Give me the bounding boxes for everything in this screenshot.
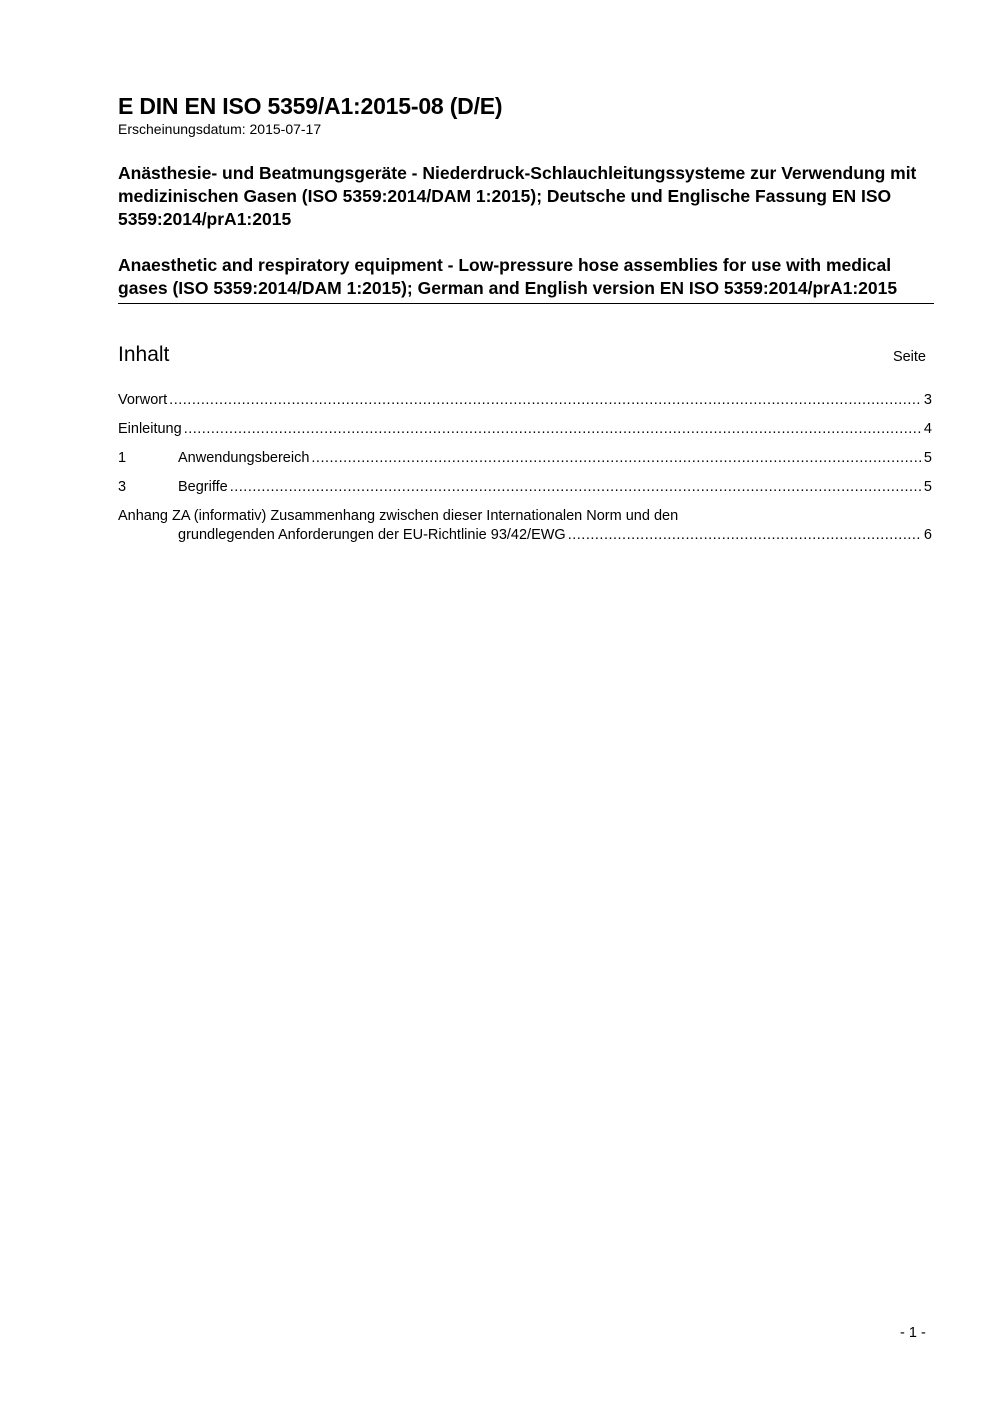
- toc-entry-vorwort[interactable]: [118, 391, 932, 410]
- toc-entry-einleitung[interactable]: [118, 420, 932, 439]
- title-english: Anaesthetic and respiratory equipment - Low-pressure hose assemblies for use with medical gases (ISO 5359:2014/DAM 1:2015); German and English version EN ISO 5359:2014/prA1:2015: [118, 255, 898, 298]
- toc-entry-anwendungsbereich[interactable]: [118, 449, 932, 468]
- toc-entry-title: Begriffe: [178, 479, 228, 495]
- toc-leader-dots: [568, 526, 922, 545]
- page-number: - 1 -: [900, 1325, 926, 1341]
- toc-leader-dots: [184, 420, 922, 439]
- toc-annex-title-line1: Anhang ZA (informativ) Zusammenhang zwischen dieser Internationalen Norm und den: [118, 508, 679, 524]
- toc-entry-page: 5: [923, 450, 932, 466]
- toc-entry-number: 1: [118, 450, 127, 466]
- document-page: [118, 92, 934, 555]
- toc-entry-page: 6: [923, 527, 932, 543]
- document-id: E DIN EN ISO 5359/A1:2015-08 (D/E): [118, 93, 503, 119]
- toc-entry-page: 3: [923, 392, 932, 408]
- toc-header: [118, 342, 926, 368]
- toc-entry-page: 5: [923, 479, 932, 495]
- toc-entry-title: Anwendungsbereich: [178, 450, 310, 466]
- toc-leader-dots: [311, 449, 922, 468]
- toc-leader-dots: [230, 478, 922, 497]
- issue-date: Erscheinungsdatum: 2015-07-17: [118, 121, 322, 137]
- toc-entry-page: 4: [923, 421, 932, 437]
- toc-entry-annex-za[interactable]: [118, 507, 932, 545]
- toc-entry-begriffe[interactable]: [118, 478, 932, 497]
- toc-heading: Inhalt: [118, 343, 170, 366]
- toc-entry-title: Vorwort: [118, 392, 168, 408]
- title-divider: [118, 303, 934, 304]
- toc-entry-title: Einleitung: [118, 421, 182, 437]
- title-german: Anästhesie- und Beatmungsgeräte - Niederdruck-Schlauchleitungssysteme zur Verwendung mit medizinischen Gasen (ISO 5359:2014/DAM 1:2015); Deutsche und Englische Fassung EN ISO 5359:2014/prA1:2015: [118, 163, 917, 229]
- toc-entry-number: 3: [118, 479, 127, 495]
- toc-annex-line2: [118, 526, 932, 545]
- toc-annex-title-line2: grundlegenden Anforderungen der EU-Richtlinie 93/42/EWG: [178, 527, 566, 543]
- toc-page-label: Seite: [892, 349, 926, 365]
- toc-leader-dots: [169, 391, 922, 410]
- table-of-contents: [118, 391, 932, 545]
